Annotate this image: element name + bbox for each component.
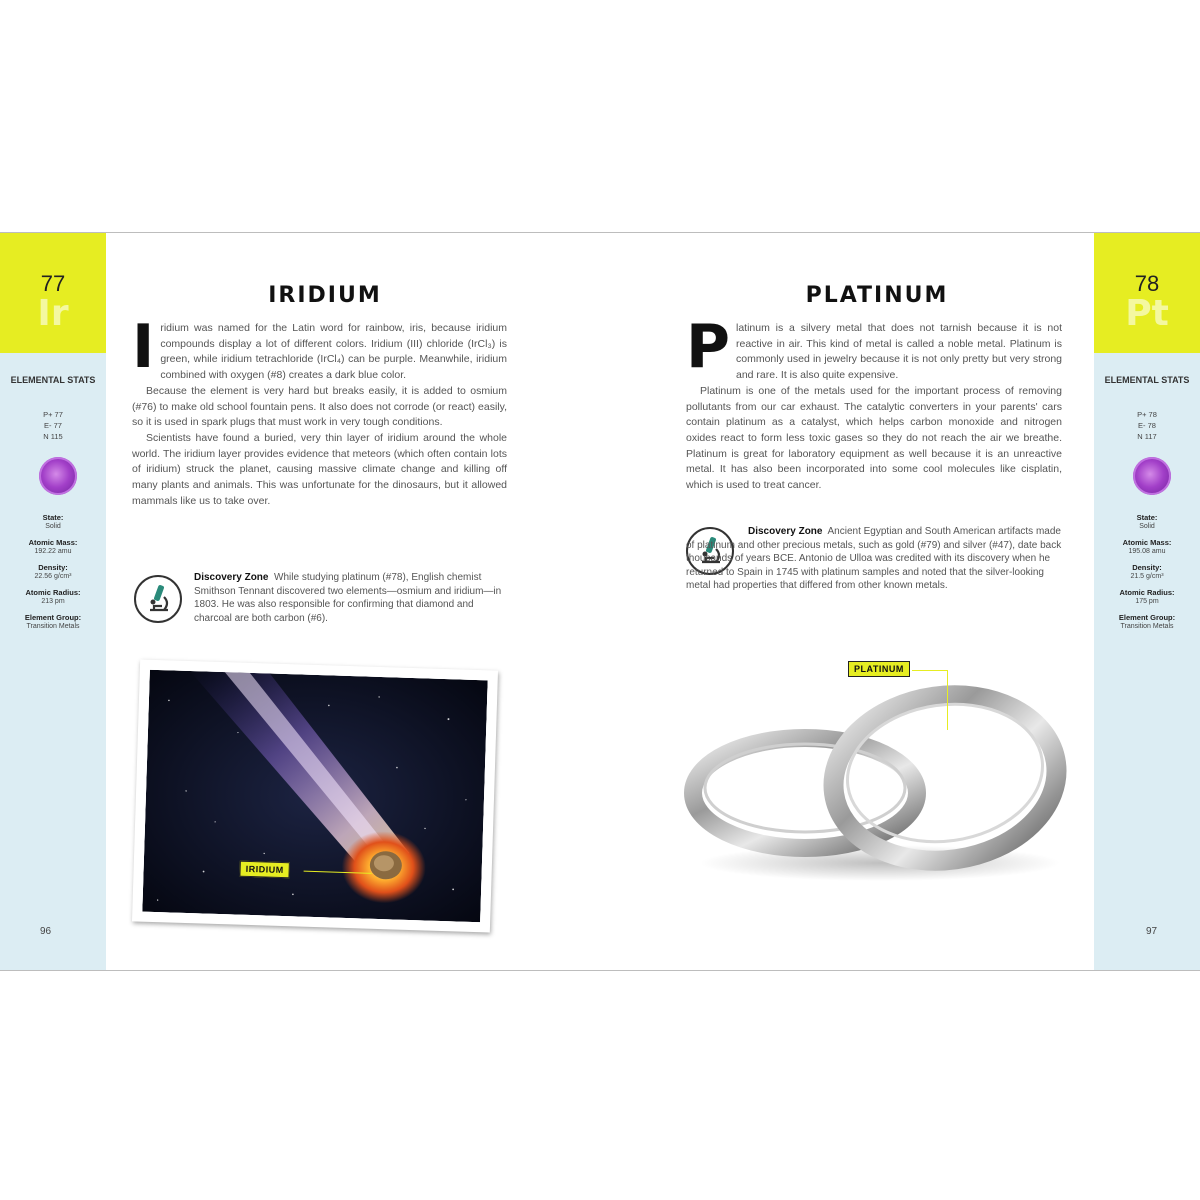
prop-label: Density: (1132, 563, 1162, 572)
prop-density (4, 563, 102, 581)
meteor-photo (142, 670, 487, 922)
iridium-body (132, 312, 507, 509)
paragraph-1 (686, 312, 1062, 384)
paragraph-2: Platinum is one of the metals used for the important process of removing pollutants from our car exhaust. The catalytic converters in your parents' cars contain platinum as a catalyst, which helps carbon monoxide and nitrogen oxides react to form less toxic gases so they do not reach the air we breathe. Platinum is great for laboratory equipment as well because it is an unreactive metal. It has also been incorporated into some cool molecules like cisplatin, which is used to treat cancer. (686, 384, 1062, 492)
prop-label: Atomic Radius: (25, 588, 81, 597)
neutrons: N 117 (1137, 432, 1157, 441)
protons: P+ 78 (1137, 410, 1157, 419)
platinum-body (686, 312, 1062, 494)
paragraph-1 (132, 312, 507, 384)
prop-element-group (1098, 613, 1196, 631)
elemental-stats-title (0, 375, 106, 386)
stats-title-text: ELEMENTAL STATS (1104, 375, 1190, 385)
prop-atomic-radius (1098, 588, 1196, 606)
discovery-text: Ancient Egyptian and South American artifacts made of platinum and other precious metals, such as gold (#79) and silver (#47), date back thousands of years BCE. Antonio de Ulloa was credited with its discovery when he returned to Spain in 1745 with platinum samples and noted that the silver-looking metal had properties that differed from other known metals. (686, 526, 1062, 591)
prop-label: Element Group: (24, 613, 82, 622)
prop-density (1098, 563, 1196, 581)
atomic-number: 77 (40, 271, 66, 296)
microscope-icon (134, 575, 182, 623)
prop-label: Element Group: (1118, 613, 1176, 622)
right-sidebar (1094, 233, 1200, 970)
electrons: E- 78 (1138, 421, 1156, 430)
prop-value: Transition Metals (1120, 623, 1174, 630)
meteor-photo-frame (132, 659, 498, 932)
element-box-platinum (1094, 233, 1200, 353)
prop-atomic-mass (1098, 538, 1196, 556)
discovery-zone-platinum (686, 525, 1062, 593)
prop-value: 192.22 amu (34, 548, 72, 555)
stats-title-text: ELEMENTAL STATS (10, 375, 96, 385)
prop-label: Density: (38, 563, 68, 572)
element-symbol: Pt (1125, 293, 1169, 334)
prop-state (1098, 513, 1196, 531)
element-box-iridium (0, 233, 106, 353)
platinum-title: PLATINUM (805, 283, 949, 308)
prop-value: 22.56 g/cm³ (34, 573, 72, 580)
atomic-number: 78 (1134, 271, 1160, 296)
paragraph-text: ridium was named for the Latin word for rainbow, iris, because iridium compounds display a lot of different colors. Iridium (III) chloride (IrCl₃) is green, while iridium tetrachloride (IrCl₄) can be purple. Meanwhile, iridium combined with oxygen (#8) creates a dark blue color. (160, 322, 507, 382)
prop-element-group (4, 613, 102, 631)
electrons: E- 77 (44, 421, 62, 430)
discovery-label: Discovery Zone (194, 572, 269, 583)
drop-cap: I (132, 312, 155, 382)
elemental-stats-title (1094, 375, 1200, 386)
paragraph-3: Scientists have found a buried, very thin layer of iridium around the whole world. The iridium layer provides evidence that meteors (which often contain lots of iridium) struck the planet, causing massive climate change and killing off many plants and animals. This was unfortunate for the dinosaurs, but it allowed mammals like us to take over. (132, 431, 507, 507)
prop-value: 21.5 g/cm³ (1130, 573, 1164, 580)
prop-label: Atomic Radius: (1119, 588, 1175, 597)
prop-value: Transition Metals (26, 623, 80, 630)
prop-value: Solid (45, 523, 61, 530)
iridium-title: IRIDIUM (268, 283, 382, 308)
platinum-pointer-line-h (912, 670, 948, 671)
prop-atomic-mass (4, 538, 102, 556)
paragraph-text: latinum is a silvery metal that does not tarnish because it is not reactive in air. This kind of metal is called a noble metal. Platinum is commonly used in jewelry because it is not only pretty but very strong and rare. It is also quite expensive. (735, 322, 1062, 382)
prop-label: State: (42, 513, 64, 522)
platinum-label-tag: PLATINUM (848, 661, 910, 677)
discovery-label: Discovery Zone (748, 526, 823, 537)
prop-value: Solid (1139, 523, 1155, 530)
paragraph-2: Because the element is very hard but breaks easily, it is added to osmium (#76) to make old school fountain pens. It also does not corrode (or react) easily, so it is used in spark plugs that must work in very tough conditions. (132, 384, 507, 429)
protons: P+ 77 (43, 410, 63, 419)
atom-icon (39, 457, 77, 495)
page-number-right: 97 (1146, 926, 1158, 937)
left-sidebar (0, 233, 106, 970)
element-symbol: Ir (37, 293, 69, 334)
platinum-pointer-line-v (947, 670, 948, 730)
book-spread (0, 232, 1200, 971)
iridium-label-tag: IRIDIUM (239, 861, 289, 879)
prop-value: 175 pm (1135, 598, 1159, 605)
neutrons: N 115 (43, 432, 63, 441)
prop-value: 195.08 amu (1128, 548, 1166, 555)
particle-counts (1094, 409, 1200, 442)
prop-label: Atomic Mass: (28, 538, 78, 547)
prop-atomic-radius (4, 588, 102, 606)
page-number-left: 96 (40, 926, 52, 937)
drop-cap: P (686, 312, 730, 382)
prop-label: Atomic Mass: (1122, 538, 1172, 547)
prop-label: State: (1136, 513, 1158, 522)
particle-counts (0, 409, 106, 442)
prop-state (4, 513, 102, 531)
discovery-zone-iridium (194, 571, 506, 625)
discovery-text: While studying platinum (#78), English chemist Smithson Tennant discovered two elements—osmium and iridium—in 1803. He was also responsible for confirming that diamond and charcoal are both carbon (#6). (194, 572, 502, 624)
platinum-rings-photo (680, 653, 1080, 893)
prop-value: 213 pm (41, 598, 65, 605)
atom-icon (1133, 457, 1171, 495)
